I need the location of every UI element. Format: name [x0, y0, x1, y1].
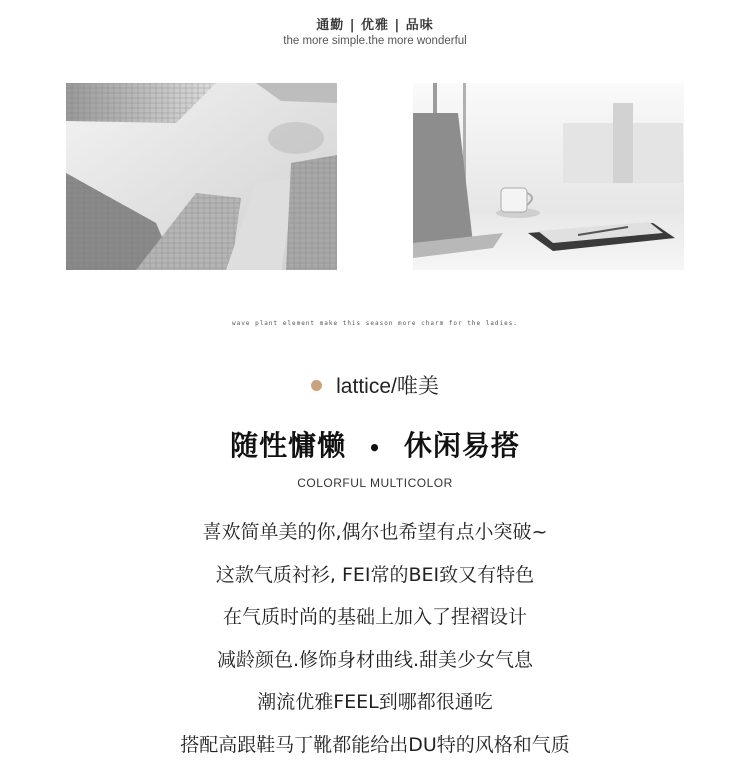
- description-line: 这款气质衬衫, FEI常的BEI致又有特色: [215, 563, 535, 586]
- description-line: 潮流优雅FEEL到哪都很通吃: [257, 691, 493, 713]
- description-line: 喜欢简单美的你,偶尔也希望有点小突破~: [202, 521, 548, 543]
- headline: [0, 424, 750, 464]
- lattice-heading: [0, 370, 750, 400]
- lattice-label: lattice/唯美: [336, 375, 439, 398]
- bullet-dot-icon: [311, 380, 322, 391]
- office-desk-laptop-photo: [413, 83, 684, 270]
- headline-left: 随性慵懒: [230, 429, 347, 462]
- tagline: wave plant element make this season more charm for the ladies.: [232, 320, 518, 327]
- page-subtitle: the more simple.the more wonderful: [283, 35, 467, 47]
- page-title: 通勤 | 优雅 | 品味: [316, 18, 434, 33]
- description-line: 搭配高跟鞋马丁靴都能给出DU特的风格和气质: [180, 733, 570, 756]
- headline-right: 休闲易搭: [403, 429, 520, 462]
- headline-separator: •: [368, 436, 382, 460]
- subheading: COLORFUL MULTICOLOR: [297, 476, 453, 490]
- description-lines: [0, 517, 750, 772]
- description-line: 减龄颜色.修饰身材曲线.甜美少女气息: [216, 648, 534, 671]
- city-skyscrapers-photo: [66, 83, 337, 270]
- description-line: 在气质时尚的基础上加入了捏褶设计: [222, 606, 527, 628]
